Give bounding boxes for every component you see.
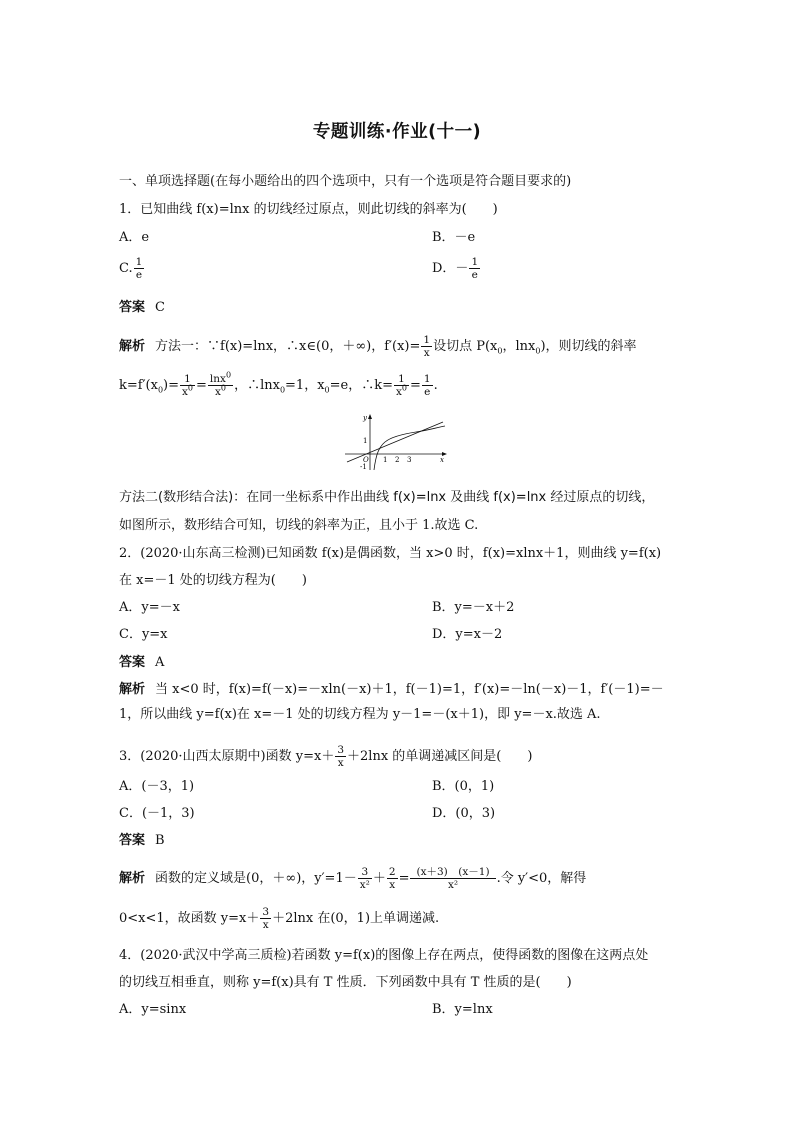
q1-analysis-line2: $k=f'(x_0)=$ $\frac{1}{x^0}$ = $\frac{\ln x^0}{x^0}$ ，∴lnx$_0$=1，$x_0=e$，∴k= $\frac{1}{x^0}$ = $\frac{1}{e}$ . — [119, 370, 438, 398]
q4-stem-line1: 4．(2020·武汉中学高三质检)若函数 y=f(x)的图像上存在两点，使得函数的图像在这两点处 — [119, 948, 649, 963]
q3-option-b: B．(0，1) — [432, 779, 495, 794]
origin-label: O — [363, 456, 369, 464]
y-label: y — [363, 414, 367, 422]
tick-x-1: 1 — [383, 456, 388, 464]
q2-answer: 答案 A — [119, 655, 165, 670]
q3-analysis-line2: 0<x<1，故函数 y=x＋ $\frac{3}{x}$ ＋2lnx 在(0，1)上单调递减. — [119, 906, 440, 931]
q2-option-a: A．y=－x — [119, 600, 180, 615]
q4-option-a: A．y=sinx — [119, 1002, 187, 1017]
q2-analysis-line2: 1，所以曲线 y=f(x)在 x=－1 处的切线方程为 y－1=－(x＋1)，即 y=－x.故选 A. — [119, 707, 601, 722]
q1-option-b: B．－e — [432, 230, 476, 245]
q1-analysis-line1: 解析 方法一：∵f(x)=lnx，∴x∈(0，＋∞)，f′(x)= $\frac{1}{x}$ 设切点 $P(x_0$，lnx$_0$)，则切线的斜率 — [119, 334, 637, 359]
q3-option-d: D．(0，3) — [432, 806, 496, 821]
q3-option-a: A．(－3，1) — [119, 779, 195, 794]
q1-option-d: D．－ $\frac{1}{e}$ — [432, 256, 479, 281]
q3-answer: 答案 B — [119, 833, 165, 848]
q3-analysis-line1: 解析 函数的定义域是(0，＋∞)，y′=1－ $\frac{3}{\text{x²}}$ ＋ $\frac{2}{x}$ = $\frac{(x+3) (x-1)}{\text{x²}}$ .令 y′<0，解得 — [119, 866, 587, 891]
tick-x-2: 2 — [395, 456, 400, 464]
q4-option-b: B．y=lnx — [432, 1002, 493, 1017]
q2-stem-line2: 在 x=－1 处的切线方程为( ) — [119, 573, 307, 588]
q1-option-c: C. $\frac{1}{e}$ — [119, 256, 143, 281]
section-heading: 一、单项选择题(在每小题给出的四个选项中，只有一个选项是符合题目要求的) — [119, 174, 572, 189]
q2-analysis-line1: 解析 当 x<0 时，f(x)=f(－x)=－xln(－x)＋1，f(－1)=1，f′(x)=－ln(－x)－1，f′(－1)=－ — [119, 682, 664, 697]
x-label: x — [440, 456, 444, 464]
q3-stem: 3．(2020·山西太原期中)函数 y=x＋ $\frac{3}{x}$ ＋2lnx 的单调递减区间是( ) — [119, 744, 533, 769]
frac-one-over-e: $\frac{1}{e}$ — [471, 256, 479, 281]
q2-option-d: D．y=x－2 — [432, 627, 503, 642]
q2-option-b: B．y=－x＋2 — [432, 600, 515, 615]
tick-y-1: 1 — [363, 437, 368, 445]
q2-stem-line1: 2．(2020·山东高三检测)已知函数 f(x)是偶函数，当 x>0 时，f(x)=xlnx＋1，则曲线 y=f(x) — [119, 546, 662, 561]
tick-x-3: 3 — [407, 456, 412, 464]
tangent-graph — [343, 410, 453, 472]
q2-option-c: C．y=x — [119, 627, 168, 642]
frac-one-over-e: $\frac{1}{e}$ — [135, 256, 143, 281]
tick-neg-1: -1 — [360, 463, 367, 471]
q3-option-c: C．(－1，3) — [119, 806, 195, 821]
q1-answer: 答案 C — [119, 300, 165, 315]
y-axis-arrow — [368, 414, 372, 419]
q1-method2-line2: 如图所示，数形结合可知，切线的斜率为正，且小于 1.故选 C. — [119, 518, 479, 533]
q4-stem-line2: 的切线互相垂直，则称 y=f(x)具有 T 性质．下列函数中具有 T 性质的是( ) — [119, 975, 572, 990]
q1-option-a: A．e — [119, 230, 150, 245]
q1-method2-line1: 方法二(数形结合法)：在同一坐标系中作出曲线 f(x)=lnx 及曲线 f(x)=lnx 经过原点的切线， — [119, 490, 655, 505]
page-title: 专题训练·作业(十一) — [312, 122, 482, 142]
q1-stem: 1．已知曲线 f(x)=lnx 的切线经过原点，则此切线的斜率为( ) — [119, 202, 498, 217]
